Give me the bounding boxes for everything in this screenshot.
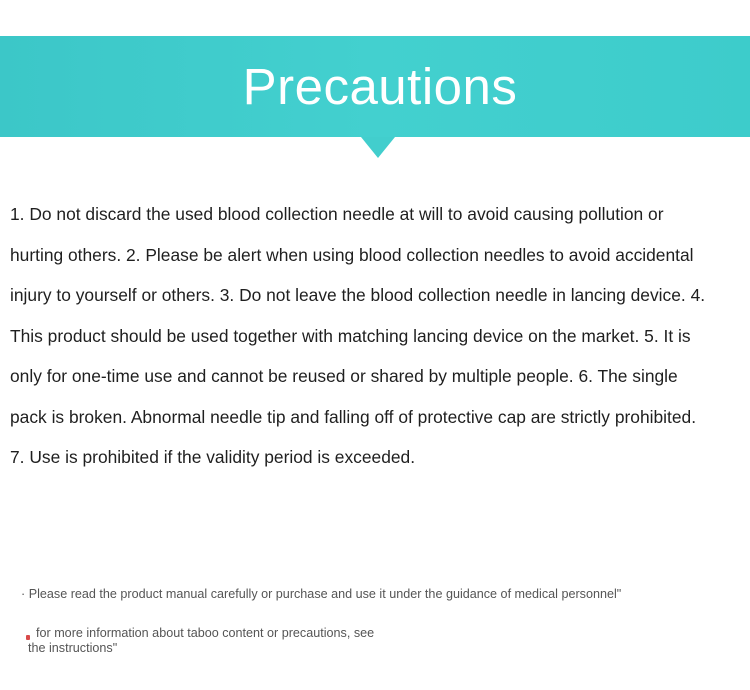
precautions-paragraph: 1. Do not discard the used blood collection needle at will to avoid causing pollution or hurting others. 2. Please be alert when using blood collection needles to avoid accidental injury to yourself or others. 3. Do not leave the blood collection needle in lancing device. 4. This product should be used together with matching lancing device on the market. 5. It is only for one-time use and cannot be reused or shared by multiple people. 6. The single pack is broken. Abnormal needle tip and falling off of protective cap are strictly prohibited. 7. Use is prohibited if the validity period is exceeded. [10, 204, 706, 467]
header-banner [0, 36, 750, 137]
banner-pointer-arrow [361, 137, 395, 158]
guidance-note: · Please read the product manual carefully or purchase and use it under the guidance of medical personnel" [21, 587, 622, 601]
instructions-note [26, 626, 446, 656]
instructions-note-line-1: for more information about taboo content or precautions, see [36, 626, 375, 640]
bullet-mark-icon [26, 635, 30, 640]
page-title: Precautions [242, 58, 518, 115]
instructions-note-line-2: the instructions" [28, 641, 118, 655]
